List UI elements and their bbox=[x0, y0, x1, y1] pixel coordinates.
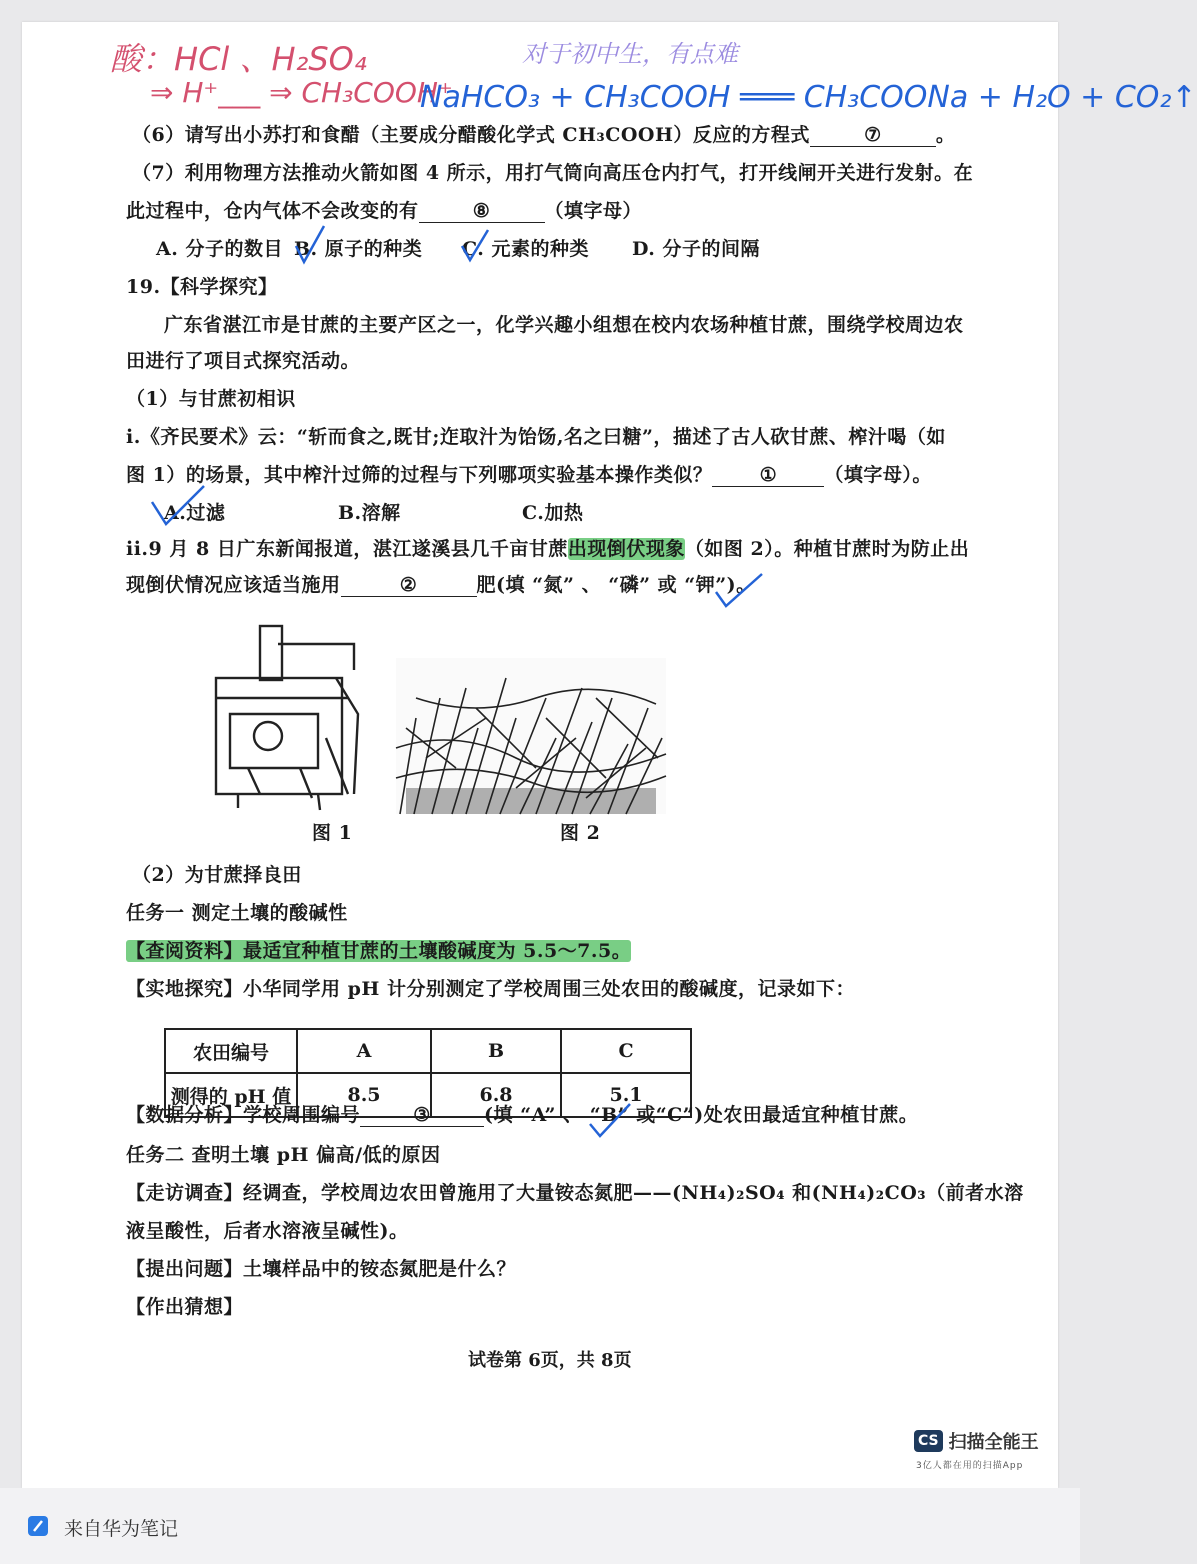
check-marks-q7 bbox=[290, 220, 590, 270]
hypothesis: 【作出猜想】 bbox=[126, 1296, 244, 1318]
answer-blank-2: ② bbox=[341, 574, 477, 597]
camscanner-logo-icon: CS bbox=[914, 1430, 943, 1452]
task-2-title: 任务二 查明土壤 pH 偏高/低的原因 bbox=[126, 1144, 441, 1166]
answer-blank-1: ① bbox=[712, 464, 824, 487]
table-header-cell: A bbox=[297, 1029, 431, 1073]
figure-2-sugarcane-photo bbox=[396, 658, 666, 814]
q19-intro-line1: 广东省湛江市是甘蔗的主要产区之一，化学兴趣小组想在校内农场种植甘蔗，围绕学校周边农 bbox=[164, 314, 964, 336]
i-option-b: B.溶解 bbox=[338, 502, 401, 524]
i-option-c: C.加热 bbox=[522, 502, 584, 524]
reference-info bbox=[126, 936, 631, 963]
q19-intro-line2: 田进行了项目式探究活动。 bbox=[126, 350, 361, 372]
check-mark-icon bbox=[716, 574, 762, 606]
answer-blank-8: ⑧ bbox=[419, 200, 545, 223]
survey-line2: 液呈酸性，后者水溶液呈碱性)。 bbox=[126, 1220, 409, 1242]
table-header-cell: C bbox=[561, 1029, 691, 1073]
check-mark-icon bbox=[590, 1104, 630, 1136]
question-7-line1: （7）利用物理方法推动火箭如图 4 所示，用打气筒向高压仓内打气，打开线闸开关进行发射。在 bbox=[132, 162, 974, 184]
table-header-cell: 农田编号 bbox=[165, 1029, 297, 1073]
check-mark-i bbox=[148, 484, 208, 528]
table-cell: 5.1 bbox=[561, 1073, 691, 1117]
highlighted-text: 【查阅资料】最适宜种植甘蔗的土壤酸碱度为 5.5～7.5。 bbox=[126, 940, 632, 962]
check-mark-ii bbox=[712, 570, 772, 610]
figure-1-illustration bbox=[208, 618, 364, 814]
watermark-tagline: 3亿人都在用的扫描App bbox=[916, 1461, 1024, 1471]
table-row bbox=[165, 1029, 691, 1073]
figure-1-caption: 图 1 bbox=[312, 822, 353, 844]
part1-ii-line1: ii.9 月 8 日广东新闻报道，湛江遂溪县几千亩甘蔗出现倒伏现象（如图 2）。种植甘蔗时为防止出 bbox=[126, 538, 970, 560]
survey-line1: 【走访调查】经调查，学校周边农田曾施用了大量铵态氮肥——(NH₄)₂SO₄ 和(NH₄)₂CO₃（前者水溶 bbox=[126, 1182, 1024, 1204]
question-7-line2: 此过程中，仓内气体不会改变的有 ⑧ （填字母） bbox=[126, 200, 643, 222]
option-d: D. 分子的间隔 bbox=[632, 238, 761, 260]
check-mark-icon bbox=[152, 486, 204, 524]
check-mark-analysis bbox=[586, 1102, 636, 1140]
table-cell: 6.8 bbox=[431, 1073, 561, 1117]
part1-i-line1: i.《齐民要术》云：“斩而食之,既甘;迮取汁为饴饧,名之曰糖”，描述了古人砍甘蔗、榨汁喝（如 bbox=[126, 426, 946, 448]
scanned-page bbox=[22, 22, 1197, 1488]
page-number: 试卷第 6页，共 8页 bbox=[468, 1350, 632, 1371]
field-investigation: 【实地探究】小华同学用 pH 计分别测定了学校周围三处农田的酸碱度，记录如下： bbox=[126, 978, 855, 1000]
check-mark-icon bbox=[296, 226, 324, 262]
option-b: B. 原子的种类 bbox=[294, 238, 423, 260]
handwritten-hplus-note: ⇒ H⁺___ ⇒ CH₃COOH⁺ bbox=[150, 76, 453, 109]
answer-blank-3: ③ bbox=[360, 1104, 484, 1127]
source-bar bbox=[0, 1488, 1080, 1564]
watermark-name: 扫描全能王 bbox=[948, 1432, 1039, 1453]
handwritten-equation: NaHCO₃ + CH₃COOH ═══ CH₃COONa + H₂O + CO₂↑ bbox=[420, 80, 1197, 115]
table-cell: 测得的 pH 值 bbox=[165, 1073, 297, 1117]
part1-i-line2: 图 1）的场景，其中榨汁过筛的过程与下列哪项实验基本操作类似？ ① （填字母）。 bbox=[126, 464, 932, 486]
raise-question: 【提出问题】土壤样品中的铵态氮肥是什么？ bbox=[126, 1258, 517, 1280]
i-option-a: A.过滤 bbox=[164, 502, 226, 524]
figure-2-caption: 图 2 bbox=[560, 822, 601, 844]
huawei-notes-icon bbox=[28, 1516, 48, 1536]
handwritten-acid-note: 酸：HCl 、H₂SO₄ bbox=[110, 40, 367, 78]
scanner-watermark bbox=[914, 1428, 1039, 1454]
answer-blank-7: ⑦ bbox=[810, 124, 936, 147]
part1-ii-line2: 现倒伏情况应该适当施用 ② 肥(填 “氮” 、 “磷” 或 “钾”)。 bbox=[126, 574, 756, 596]
table-cell: 8.5 bbox=[297, 1073, 431, 1117]
data-analysis: 【数据分析】学校周围编号 ③ (填 “A” 、 “B” 或“C”)处农田最适宜种植甘蔗。 bbox=[126, 1104, 919, 1126]
table-header-cell: B bbox=[431, 1029, 561, 1073]
handwritten-difficulty-note: 对于初中生，有点难 bbox=[522, 40, 738, 68]
question-19-title: 19.【科学探究】 bbox=[126, 276, 278, 298]
source-label[interactable]: 来自华为笔记 bbox=[64, 1518, 179, 1540]
option-a: A. 分子的数目 bbox=[156, 238, 283, 260]
part1-title: （1）与甘蔗初相识 bbox=[126, 388, 296, 410]
option-c: C. 元素的种类 bbox=[462, 238, 590, 260]
highlighted-text: 出现倒伏现象 bbox=[567, 538, 685, 560]
part2-title: （2）为甘蔗择良田 bbox=[132, 864, 302, 886]
check-mark-icon bbox=[462, 230, 488, 260]
task-1-title: 任务一 测定土壤的酸碱性 bbox=[126, 902, 348, 924]
question-6: （6）请写出小苏打和食醋（主要成分醋酸化学式 CH₃COOH）反应的方程式 ⑦ 。 bbox=[132, 124, 956, 146]
